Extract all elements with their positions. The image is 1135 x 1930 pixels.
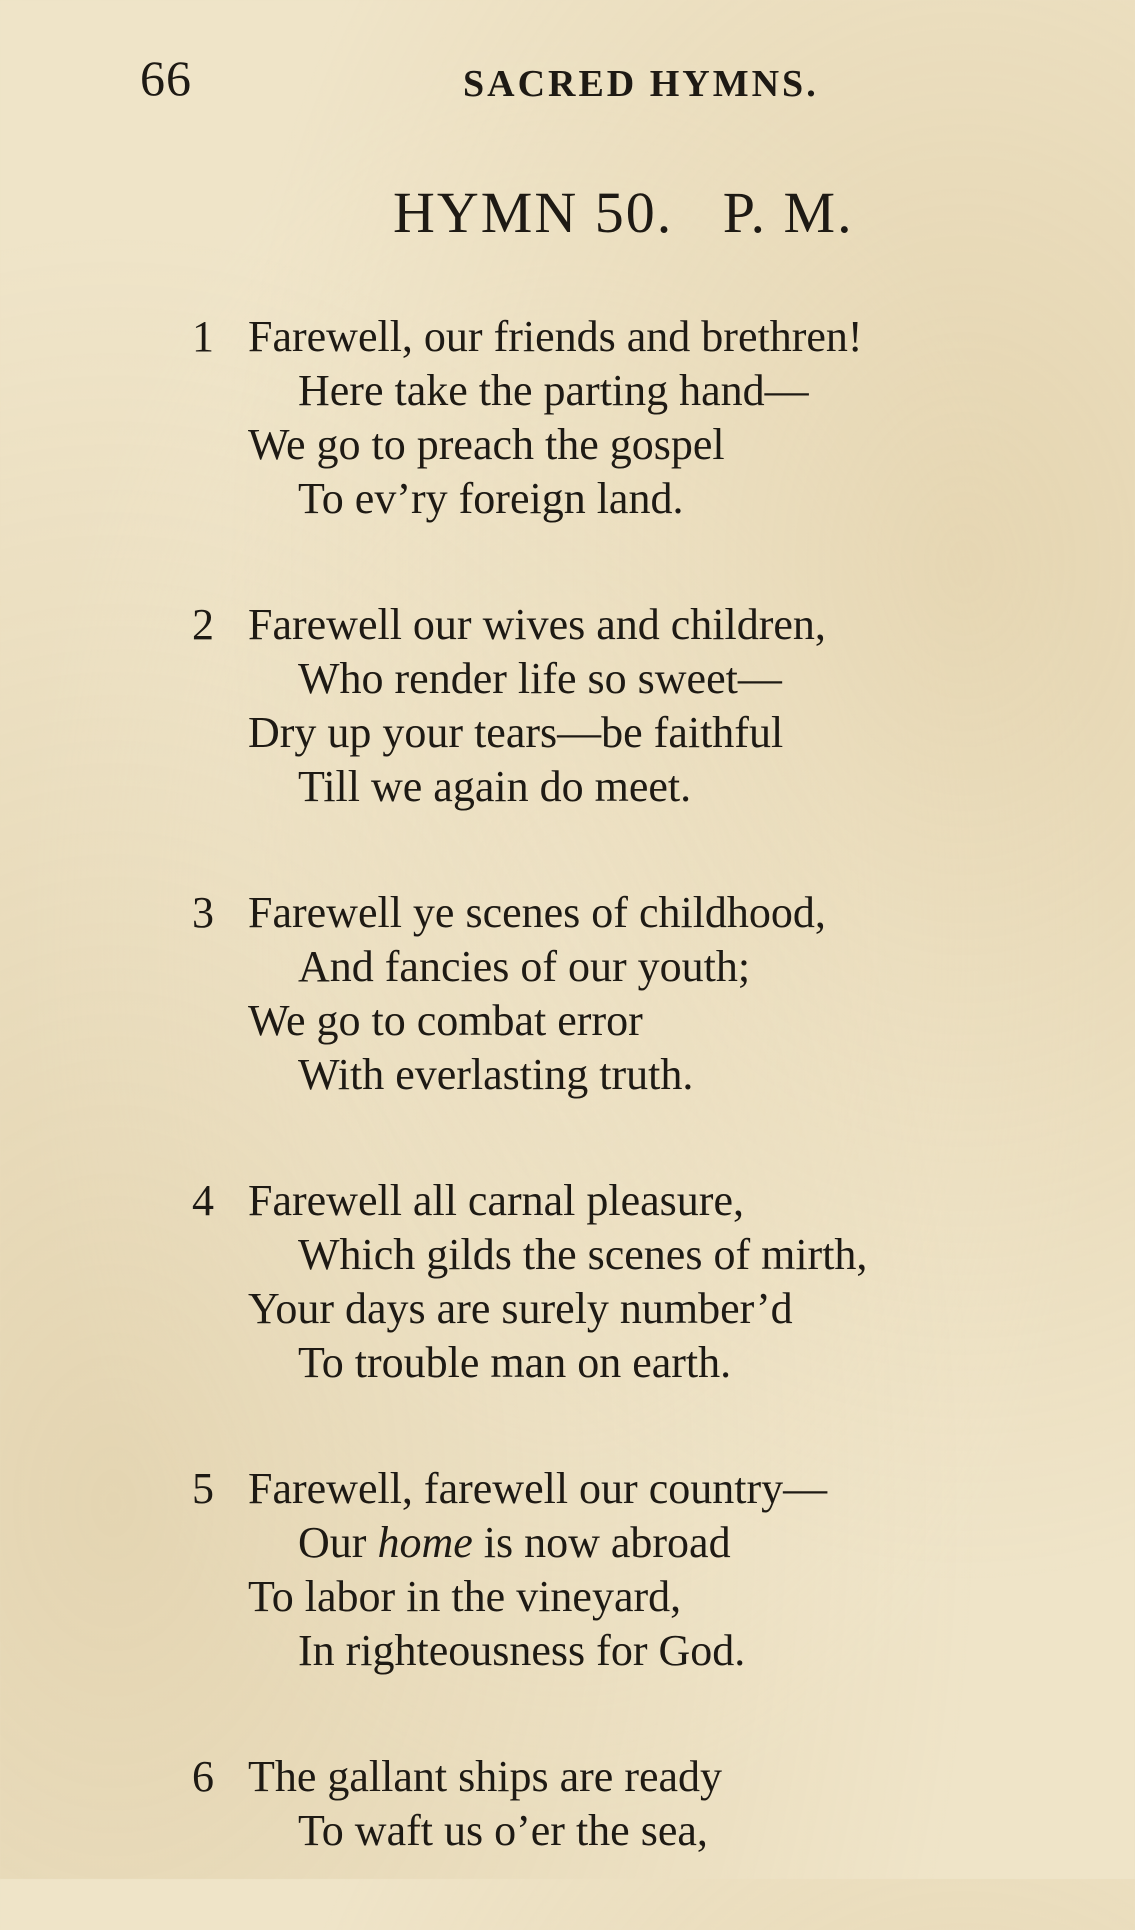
stanza-line: Farewell, farewell our country— xyxy=(248,1464,828,1513)
stanza-line: To trouble man on earth. xyxy=(298,1338,732,1387)
stanza-line: Farewell, our friends and brethren! xyxy=(248,312,863,361)
stanza-line: With everlasting truth. xyxy=(298,1050,694,1099)
line-text: Our xyxy=(298,1518,378,1567)
page-number: 66 xyxy=(140,50,192,106)
stanza-5 xyxy=(192,1462,1092,1678)
stanza-line: To waft us o’er the sea, xyxy=(298,1806,708,1855)
stanza-line: In righteousness for God. xyxy=(298,1626,746,1675)
stanza-2 xyxy=(192,598,1092,814)
stanza-line: We go to preach the gospel xyxy=(248,420,725,469)
stanza-line: And fancies of our youth; xyxy=(298,942,751,991)
stanza-line: The gallant ships are ready xyxy=(248,1752,723,1801)
verse-number: 4 xyxy=(192,1176,214,1225)
italic-word: home xyxy=(377,1518,473,1567)
verse-number: 3 xyxy=(192,888,214,937)
stanza-line: Your days are surely number’d xyxy=(248,1284,793,1333)
stanza-line: Who render life so sweet— xyxy=(298,654,782,703)
stanza-line: To ev’ry foreign land. xyxy=(298,474,684,523)
line-text: is now abroad xyxy=(472,1518,731,1567)
stanza-line: Dry up your tears—be faithful xyxy=(248,708,784,757)
stanza-line: Here take the parting hand— xyxy=(298,366,809,415)
running-head: SACRED HYMNS. xyxy=(463,63,819,105)
verse-number: 2 xyxy=(192,600,214,649)
stanza-line xyxy=(298,1516,1092,1570)
stanza-line: Till we again do meet. xyxy=(298,762,692,811)
verse-number: 6 xyxy=(192,1752,214,1801)
stanza-line: Farewell all carnal pleasure, xyxy=(248,1176,744,1225)
stanza-line: Which gilds the scenes of mirth, xyxy=(298,1230,868,1279)
verse-number: 5 xyxy=(192,1464,214,1513)
stanza-line: Farewell ye scenes of childhood, xyxy=(248,888,826,937)
verse-number: 1 xyxy=(192,312,214,361)
stanza-3 xyxy=(192,886,1092,1102)
stanza-6 xyxy=(192,1750,1092,1858)
stanza-line: Farewell our wives and children, xyxy=(248,600,826,649)
stanza-4 xyxy=(192,1174,1092,1390)
stanza-line: To labor in the vineyard, xyxy=(248,1572,682,1621)
stanza-line: We go to combat error xyxy=(248,996,643,1045)
stanza-1 xyxy=(192,310,1092,526)
stanza-list xyxy=(192,310,1092,1930)
hymn-title: HYMN 50. P. M. xyxy=(393,180,854,245)
